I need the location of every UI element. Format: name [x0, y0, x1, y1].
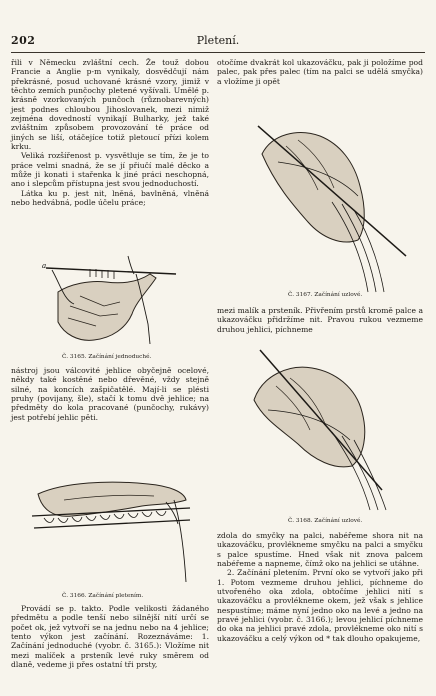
hand-illustration-3167 — [238, 106, 418, 300]
right-text-block-3 — [217, 531, 423, 643]
paragraph: 2. Začínání pletením. První oko se vytvoří jako při 1. Potom vezmeme druhou jehlici, píchneme do utvořeného oka zdola, obtočíme jehlici nití s ukazováčku a provlékneme okem, jež však s jehlice nespustíme; máme nyní jedno oko na levé a jedno na pravé jehlici (vyobr. č. 3166.); levou jehlicí píchneme do oka na jehlici pravé zdola, provlékneme oko nití s ukazováčku a celý výkon od * tak dlouho opakujeme, — [217, 568, 423, 643]
hand-illustration-3168 — [232, 340, 420, 514]
left-text-block-1 — [11, 58, 209, 208]
figure-3168 — [232, 340, 420, 514]
paragraph: mezi malík a prsteník. Přivřením prstů kromě palce a ukazováčku přidržíme nit. Pravou rukou vezmeme druhou jehlici, píchneme — [217, 306, 423, 334]
page-number: 202 — [11, 34, 36, 47]
paragraph: Látka ku p. jest nit, lněná, bavlněná, vlněná nebo hedvábná, podle účelu práce; — [11, 188, 209, 208]
figure-caption: Č. 3166. Začínání pletením. — [62, 593, 144, 599]
page-header — [0, 34, 436, 50]
right-text-block-1 — [217, 58, 423, 86]
figure-3165 — [40, 244, 180, 349]
hand-illustration-3166 — [24, 470, 194, 590]
figure-label: a — [42, 262, 47, 270]
paragraph: řili v Německu zvláštní cech. Že touž dobou Francie a Anglie p-m vynikaly, dosvědčují nám překrásné, posud uchované krásné vzory, jimiž v těchto zemích punčochy pletené vyšívali. Umělé p. krásně vzorkovaných punčoch (různobarevných) jest podnes chloubou Jihoslovanek, mezi nimiž zejména dovedností vynikají Bulharky, jež také zvláštním způsobem provozování té práce od jiných se liší, otáčejíce totiž pletoucí přízi kolem krku. — [11, 58, 209, 152]
figure-caption: Č. 3165. Začínání jednoduché. — [62, 354, 152, 360]
paragraph: nástroj jsou válcovité jehlice obyčejně ocelové, někdy také kostěné nebo dřevěné, vždy stejně silné, na koncích zašpičatělé. Mají-li se plésti pruhy (povijany, šle), stačí k tomu dvě jehlice; na předměty do kola pracované (punčochy, rukávy) jest potřebí jehlic pěti. — [11, 366, 209, 422]
hand-illustration-3165 — [40, 244, 180, 349]
page-title: Pletení. — [196, 34, 240, 47]
paragraph: otočíme dvakrát kol ukazováčku, pak ji položíme pod palec, pak přes palec (tím na palci se udělá smyčka) a vložíme ji opět — [217, 58, 423, 86]
figure-caption: Č. 3167. Začínání uzlové. — [288, 292, 363, 298]
left-text-block-3 — [11, 604, 209, 669]
figure-3167 — [238, 106, 418, 300]
paragraph: Provádí se p. takto. Podle velikosti žádaného předmětu a podle tenší nebo silnější nití určí se počet ok, jež vytvoří se na jednu nebo na 4 jehlice; tento výkon jest začínání. Rozeznáváme: 1. Začínání jednoduché (vyobr. č. 3165.): Vložíme nit mezi malíček a prsteník levé ruky směrem od dlaně, vedeme ji přes ostatní tři prsty, — [11, 604, 209, 670]
paragraph: zdola do smyčky na palci, nabéřeme shora nit na ukazováčku, provlékneme smyčku na palci a smyčku s palce spustíme. Hned však nit znova palcem nabéřeme a napneme, čímž oko na jehlici se utáhne. — [217, 531, 423, 569]
left-text-block-2 — [11, 366, 209, 422]
right-text-block-2 — [217, 306, 423, 334]
paragraph: Veliká rozšířenost p. vysvětluje se tím, že je to práce velmi snadná, že se jí přiučí malé děcko a může ji konati i stařenka k jiné práci neschopná, ano i slepcům přístupna jest svou jednoduchostí. — [11, 151, 209, 189]
figure-caption: Č. 3168. Začínání uzlové. — [288, 518, 363, 524]
header-rule — [11, 52, 425, 53]
figure-3166 — [24, 470, 194, 590]
